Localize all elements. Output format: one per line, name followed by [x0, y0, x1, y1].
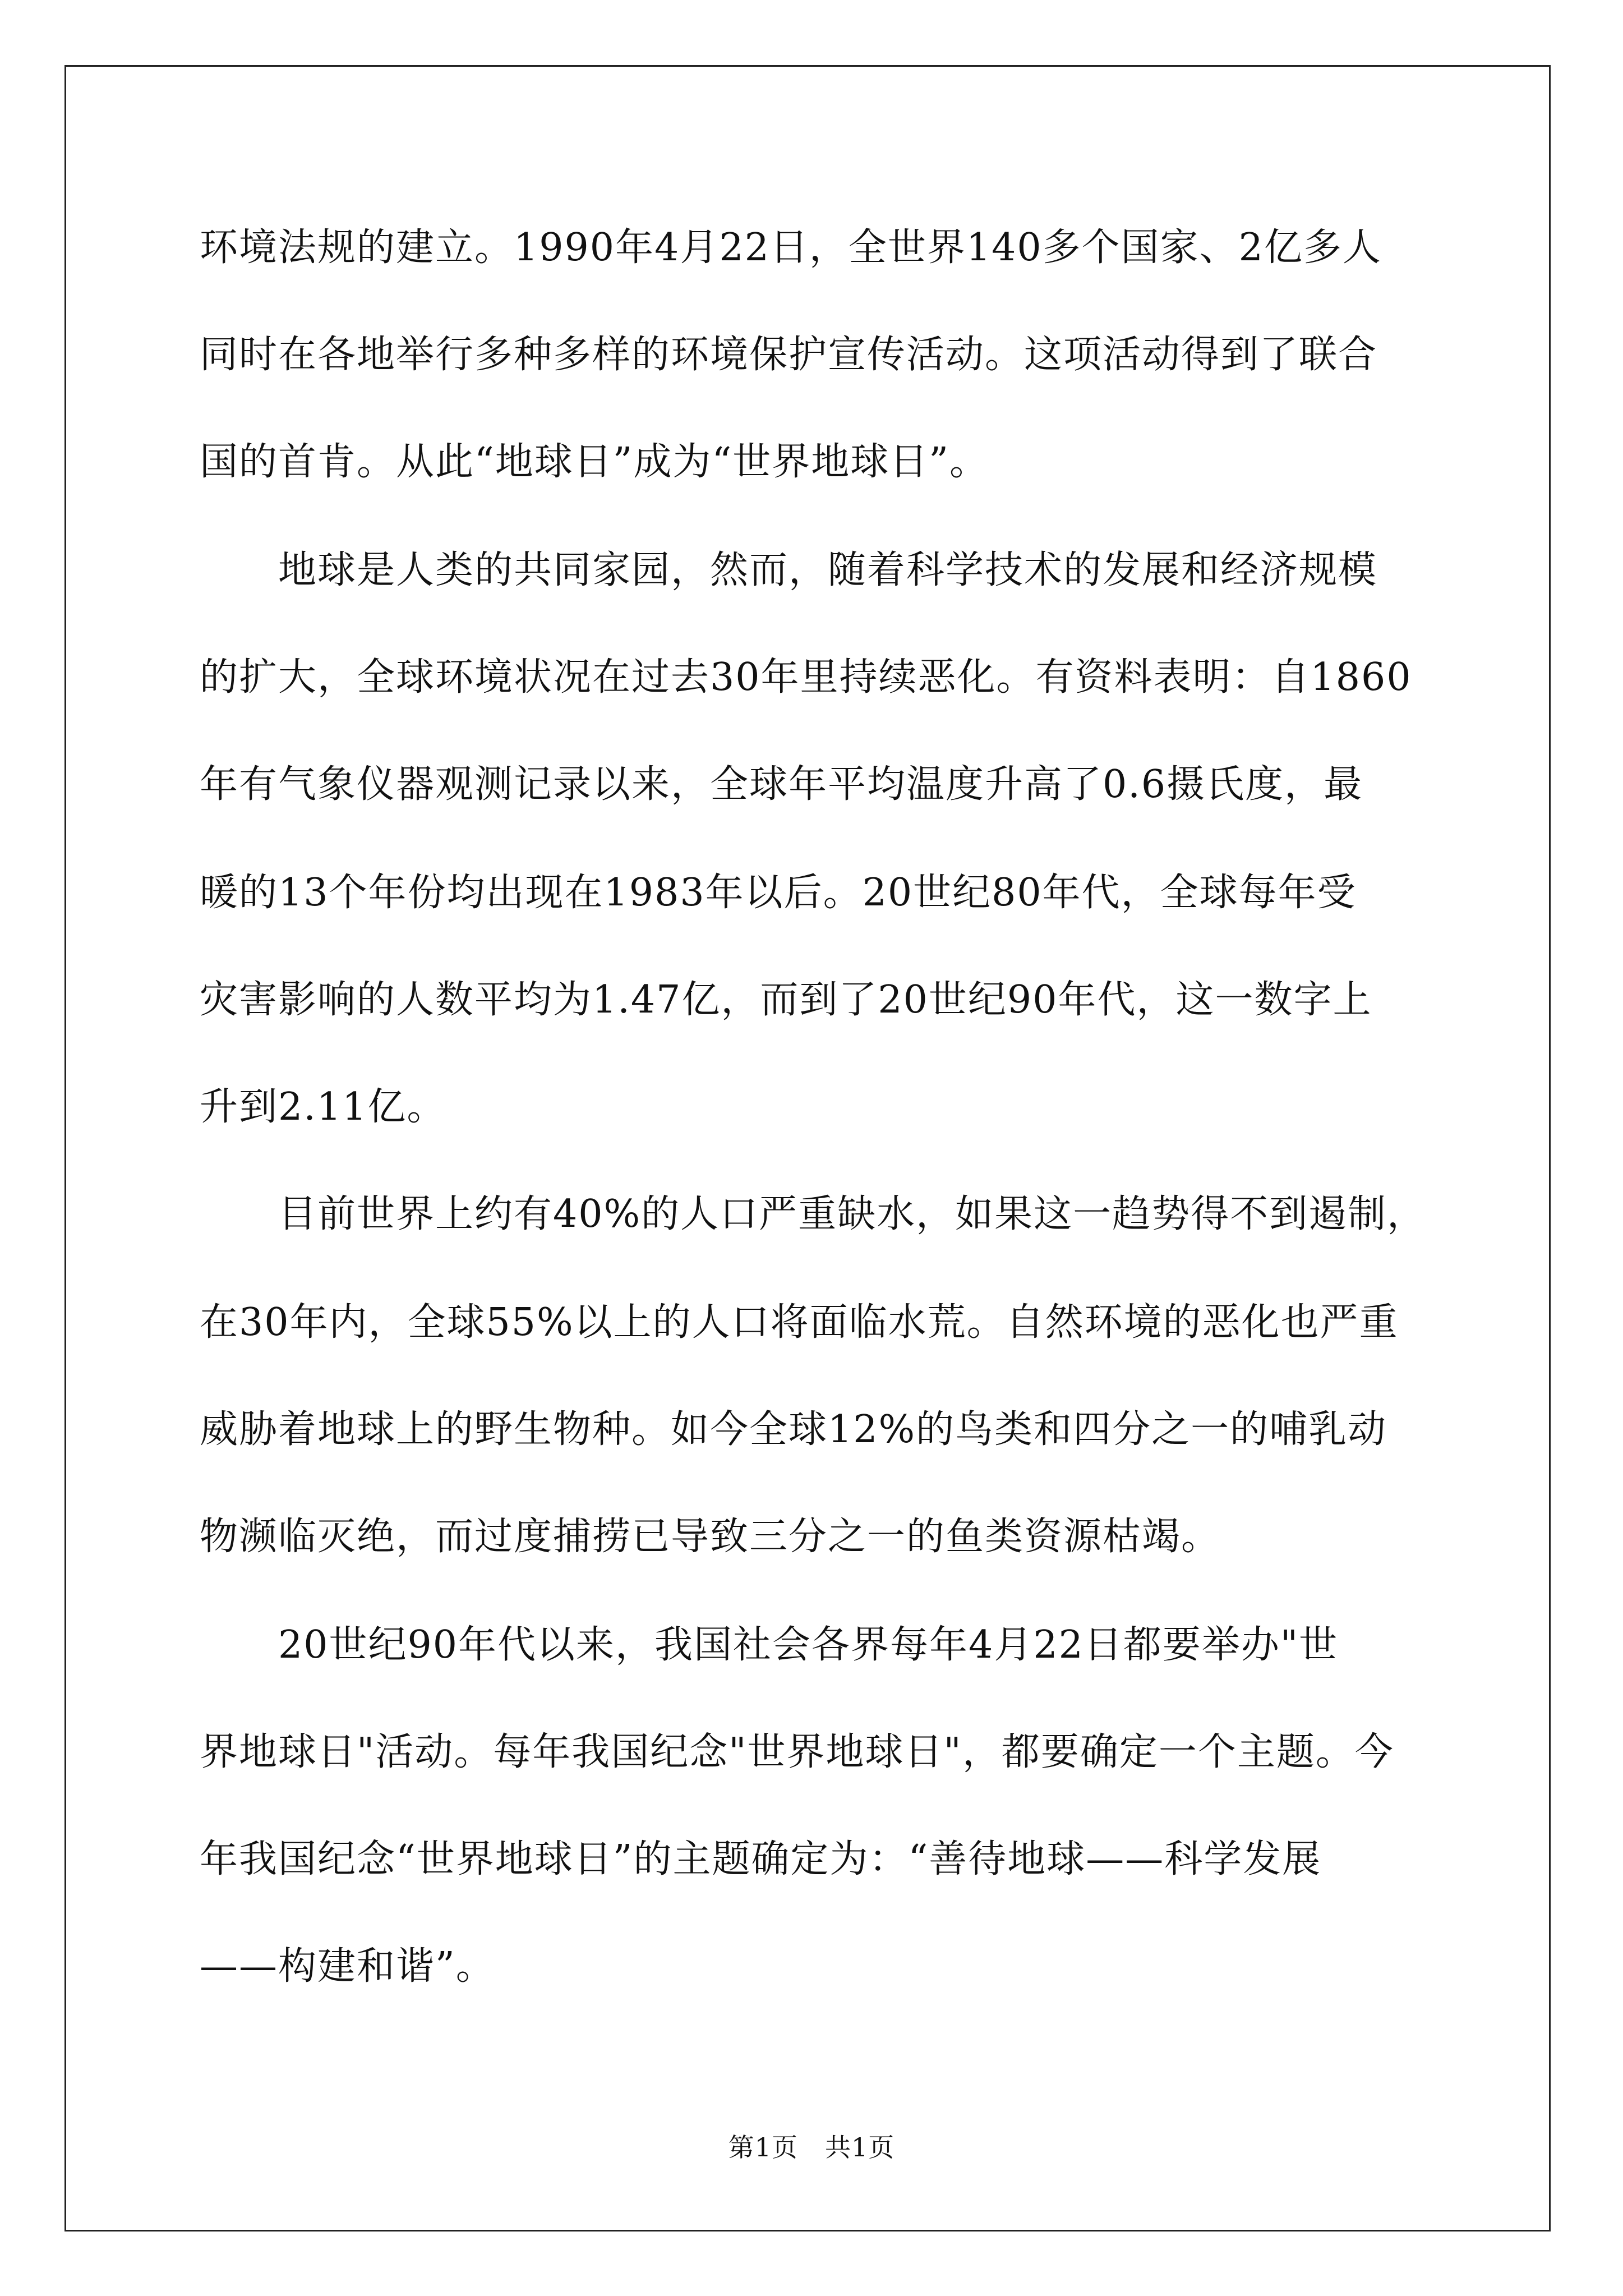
text-line: 的扩大，全球环境状况在过去30年里持续恶化。有资料表明：自1860 — [200, 655, 1412, 700]
text-line: 目前世界上约有40%的人口严重缺水，如果这一趋势得不到遏制， — [200, 1192, 1427, 1236]
text-line: 年有气象仪器观测记录以来，全球年平均温度升高了0.6摄氏度，最 — [200, 762, 1363, 807]
page-number-total: 共1页 — [825, 2132, 895, 2162]
text-line: 国的首肯。从此“地球日”成为“世界地球日”。 — [200, 440, 989, 484]
text-line: 地球是人类的共同家园，然而，随着科学技术的发展和经济规模 — [200, 548, 1378, 592]
text-line: 暖的13个年份均出现在1983年以后。20世纪80年代，全球每年受 — [200, 871, 1357, 915]
text-line: 物濒临灭绝，而过度捕捞已导致三分之一的鱼类资源枯竭。 — [200, 1515, 1221, 1559]
page-footer — [0, 2131, 1623, 2164]
text-line: 界地球日"活动。每年我国纪念"世界地球日"，都要确定一个主题。今 — [200, 1730, 1394, 1774]
page-number-current: 第1页 — [728, 2132, 798, 2162]
text-line: 同时在各地举行多种多样的环境保护宣传活动。这项活动得到了联合 — [200, 333, 1378, 377]
text-line: 灾害影响的人数平均为1.47亿，而到了20世纪90年代，这一数字上 — [200, 978, 1372, 1022]
text-line: 环境法规的建立。1990年4月22日，全世界140多个国家、2亿多人 — [200, 226, 1382, 270]
text-line: 年我国纪念“世界地球日”的主题确定为：“善待地球——科学发展 — [200, 1837, 1322, 1881]
text-line: 在30年内，全球55%以上的人口将面临水荒。自然环境的恶化也严重 — [200, 1300, 1399, 1345]
page-border — [64, 65, 1551, 2231]
text-line: 升到2.11亿。 — [200, 1085, 446, 1129]
text-line: 威胁着地球上的野生物种。如今全球12%的鸟类和四分之一的哺乳动 — [200, 1407, 1387, 1452]
text-line: ——构建和谐”。 — [200, 1944, 495, 1989]
text-line: 20世纪90年代以来，我国社会各界每年4月22日都要举办"世 — [200, 1623, 1339, 1667]
